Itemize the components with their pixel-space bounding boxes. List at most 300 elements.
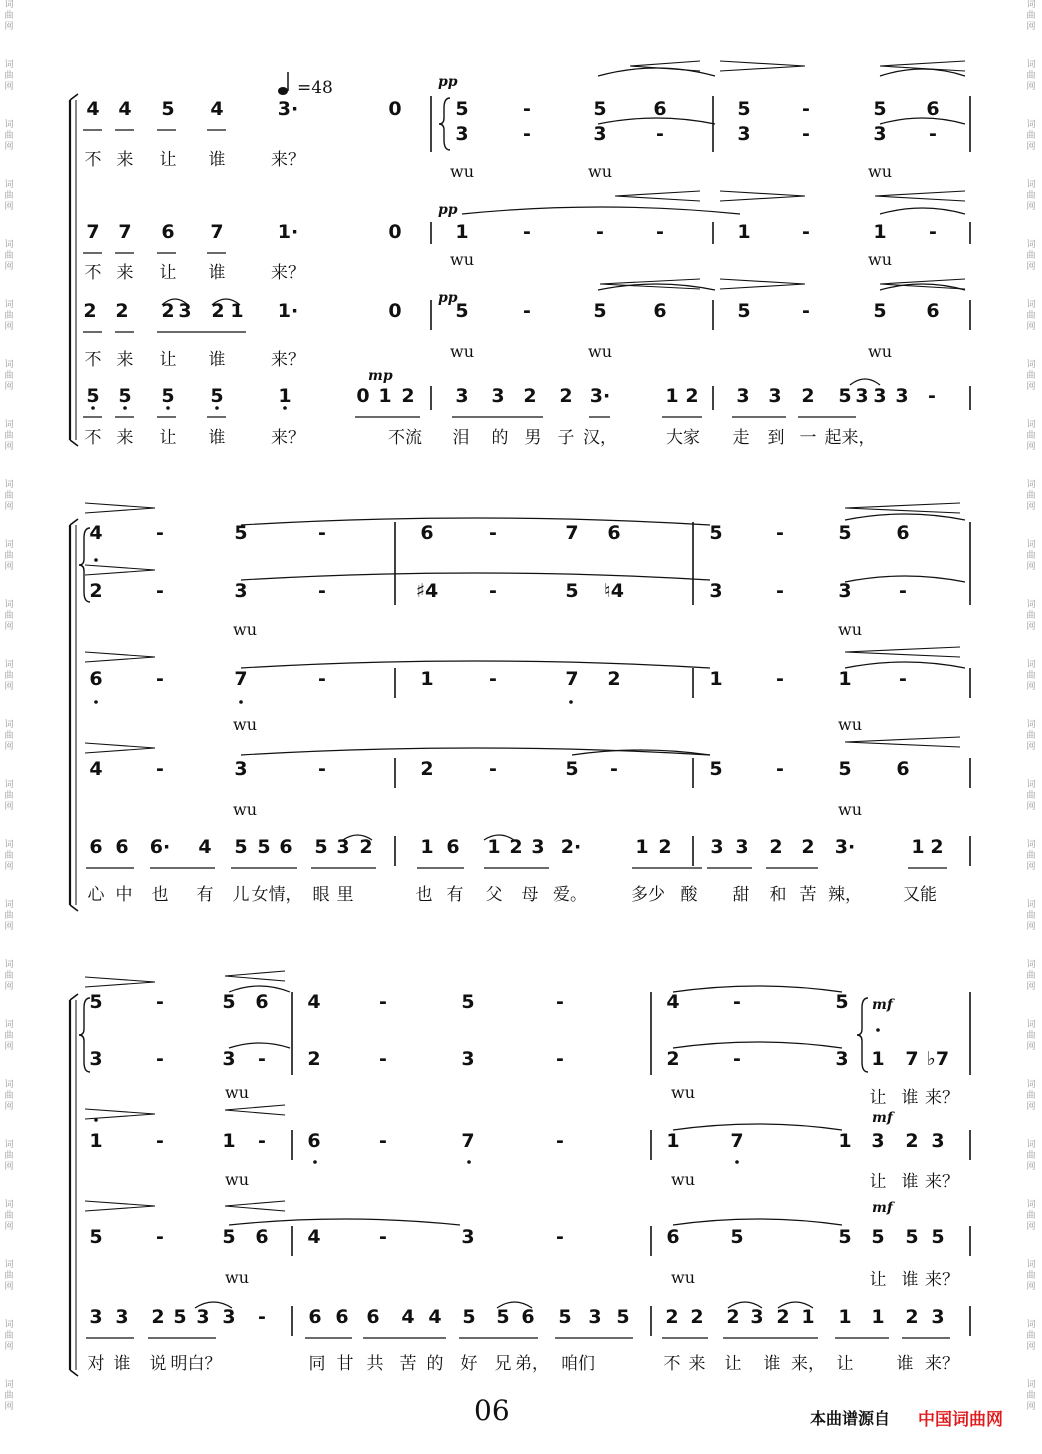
- note: -: [156, 580, 164, 602]
- note: -: [802, 98, 810, 120]
- site-name[interactable]: 中国词曲网: [918, 1410, 1003, 1430]
- note: 3: [196, 1306, 210, 1328]
- hairpin: [875, 196, 965, 201]
- syllable-wu: wu: [868, 250, 892, 269]
- note: 1: [838, 668, 852, 690]
- hairpin: [225, 971, 285, 976]
- note: 1: [911, 836, 925, 858]
- hairpin: [225, 1206, 285, 1211]
- note: 7: [730, 1130, 744, 1152]
- lyric: 又能: [903, 885, 937, 905]
- note: 1: [420, 668, 434, 690]
- watermark-text: 词 曲 网: [4, 1020, 14, 1052]
- bracket-hook: [70, 440, 78, 446]
- watermark-text: 词 曲 网: [4, 1140, 14, 1172]
- note: 5: [161, 98, 175, 120]
- note: -: [156, 1226, 164, 1248]
- note: 5: [730, 1226, 744, 1248]
- note: 2: [776, 1306, 790, 1328]
- bracket-hook: [70, 519, 78, 525]
- note: 1: [871, 1048, 885, 1070]
- note: -: [656, 221, 664, 243]
- note: 5: [210, 385, 224, 407]
- lyric: 让: [836, 1354, 854, 1374]
- note: 3: [750, 1306, 764, 1328]
- note: -: [899, 580, 907, 602]
- note: 3: [234, 758, 248, 780]
- note: -: [656, 123, 664, 145]
- lyric: 男: [524, 428, 542, 448]
- note: 4: [428, 1306, 442, 1328]
- lyric: 的: [491, 428, 509, 448]
- watermark-text: 词 曲 网: [4, 960, 14, 992]
- lyric: 来: [116, 428, 134, 448]
- note: ♭7: [926, 1048, 950, 1070]
- hairpin: [615, 191, 700, 196]
- note: 5: [89, 991, 103, 1013]
- note: 3·: [277, 98, 299, 120]
- note: 1: [871, 1306, 885, 1328]
- tempo-marking: =48: [297, 78, 333, 98]
- note: 4: [666, 991, 680, 1013]
- syllable-wu: wu: [838, 715, 862, 734]
- slur: [673, 1124, 842, 1130]
- note: 5: [455, 98, 469, 120]
- lyric: 弟，: [515, 1354, 549, 1374]
- watermark-text: 词 曲 网: [4, 420, 14, 452]
- note: 2: [905, 1306, 919, 1328]
- note: -: [156, 1130, 164, 1152]
- slur: [673, 1042, 842, 1048]
- note: 1: [873, 221, 887, 243]
- dynamic-pp: pp: [438, 202, 458, 218]
- note: -: [156, 991, 164, 1013]
- note: -: [156, 668, 164, 690]
- note: 5: [871, 1226, 885, 1248]
- note: 5: [838, 385, 852, 407]
- hairpin: [845, 508, 960, 513]
- lyric: 来: [116, 350, 134, 370]
- lyric: 一: [799, 428, 817, 448]
- note: 2: [658, 836, 672, 858]
- watermark-text: 词 曲 网: [4, 480, 14, 512]
- lyric: 苦: [399, 1354, 417, 1374]
- note: 5: [314, 836, 328, 858]
- note: 7: [461, 1130, 475, 1152]
- lyric: 酸: [680, 885, 698, 905]
- quarter-note-icon: [278, 87, 288, 95]
- note: 5: [565, 580, 579, 602]
- note: -: [802, 300, 810, 322]
- watermark-text: 词 曲 网: [4, 180, 14, 212]
- note: -: [523, 98, 531, 120]
- watermark-text: 词 曲 网: [4, 600, 14, 632]
- watermark-text: 词 曲 网: [1026, 720, 1036, 752]
- bracket-hook: [70, 1370, 78, 1376]
- hairpin: [85, 1114, 155, 1119]
- hairpin: [630, 61, 700, 66]
- note: 1: [665, 385, 679, 407]
- note: 4: [198, 836, 212, 858]
- note: 5: [455, 300, 469, 322]
- lyric: 谁: [901, 1270, 919, 1290]
- octave-dot: [467, 1160, 471, 1164]
- lyric: 同: [308, 1354, 326, 1374]
- note: 2: [801, 385, 815, 407]
- note: 3: [455, 385, 469, 407]
- lyric: 不: [84, 350, 102, 370]
- note: 4: [89, 758, 103, 780]
- note: 6: [926, 300, 940, 322]
- watermark-text: 词 曲 网: [1026, 1200, 1036, 1232]
- lyric: 苦: [799, 885, 817, 905]
- note: 1: [487, 836, 501, 858]
- watermark-text: 词 曲 网: [4, 0, 14, 32]
- hairpin: [85, 657, 155, 662]
- hairpin: [880, 66, 965, 71]
- hairpin: [845, 503, 960, 508]
- slur: [462, 207, 740, 214]
- watermark-text: 词 曲 网: [4, 1320, 14, 1352]
- note: 6: [366, 1306, 380, 1328]
- note: 3: [588, 1306, 602, 1328]
- hairpin: [225, 1105, 285, 1110]
- note: 3: [222, 1048, 236, 1070]
- slur: [673, 1219, 842, 1225]
- lyric: 的: [426, 1354, 444, 1374]
- note: 5: [838, 522, 852, 544]
- lyric: 让: [869, 1088, 887, 1108]
- hairpin: [85, 977, 155, 982]
- lyric: 也: [415, 885, 433, 905]
- hairpin: [85, 570, 155, 575]
- note: 3: [89, 1048, 103, 1070]
- syllable-wu: wu: [588, 342, 612, 361]
- note: 1: [838, 1130, 852, 1152]
- note: 3: [871, 1130, 885, 1152]
- note: 1·: [277, 300, 299, 322]
- lyric: 心: [87, 885, 105, 905]
- lyric: 来？: [925, 1270, 959, 1290]
- note: 2: [115, 300, 129, 322]
- dynamic-mf: mf: [872, 1200, 893, 1216]
- watermark-text: 词 曲 网: [4, 720, 14, 752]
- hairpin: [845, 647, 960, 652]
- note: 3: [89, 1306, 103, 1328]
- note: -: [489, 522, 497, 544]
- note: 2: [930, 836, 944, 858]
- note: -: [776, 522, 784, 544]
- note: 5: [86, 385, 100, 407]
- hairpin: [85, 508, 155, 513]
- lyric: 来？: [925, 1354, 959, 1374]
- note: 2: [665, 1306, 679, 1328]
- note: 0: [388, 300, 402, 322]
- lyric: 谁: [901, 1172, 919, 1192]
- lyric: 父: [485, 885, 503, 905]
- note: 7: [905, 1048, 919, 1070]
- syllable-wu: wu: [588, 162, 612, 181]
- lyric: 明白？: [170, 1354, 222, 1374]
- note: 6: [521, 1306, 535, 1328]
- note: 0: [388, 221, 402, 243]
- hairpin: [85, 743, 155, 748]
- lyric: 泪: [452, 428, 470, 448]
- note: 4: [86, 98, 100, 120]
- bracket-hook: [70, 994, 78, 1000]
- note: 7: [210, 221, 224, 243]
- watermark-text: 词 曲 网: [1026, 300, 1036, 332]
- lyric: 儿: [232, 885, 250, 905]
- note: -: [556, 991, 564, 1013]
- lyric: 甘: [336, 1354, 354, 1374]
- lyric: 不: [84, 263, 102, 283]
- note: -: [489, 758, 497, 780]
- note: -: [318, 580, 326, 602]
- lyric: 起来，: [824, 428, 876, 448]
- note: 1: [737, 221, 751, 243]
- lyric: 女情，: [251, 885, 303, 905]
- watermark-text: 词 曲 网: [1026, 1380, 1036, 1412]
- hairpin: [85, 982, 155, 987]
- lyric: 来？: [271, 350, 305, 370]
- note: 2: [161, 300, 175, 322]
- lyric: 谁: [208, 350, 226, 370]
- watermark-text: 词 曲 网: [1026, 660, 1036, 692]
- note: 6: [420, 522, 434, 544]
- note: 5: [835, 991, 849, 1013]
- dynamic-mp: mp: [368, 368, 393, 384]
- note: 2: [523, 385, 537, 407]
- hairpin: [85, 1206, 155, 1211]
- slur: [845, 514, 965, 520]
- syllable-wu: wu: [671, 1268, 695, 1287]
- slur: [241, 748, 710, 755]
- note: 6: [255, 991, 269, 1013]
- note: 2: [559, 385, 573, 407]
- note: 6: [607, 522, 621, 544]
- watermark-text: 词 曲 网: [4, 660, 14, 692]
- note: 2: [211, 300, 225, 322]
- octave-dot: [569, 700, 573, 704]
- note: 4: [307, 991, 321, 1013]
- lyric: 来？: [925, 1172, 959, 1192]
- slur: [241, 518, 710, 525]
- note: 2: [509, 836, 523, 858]
- note: 5: [496, 1306, 510, 1328]
- lyric: 有: [446, 885, 464, 905]
- note: 6: [89, 668, 103, 690]
- note: -: [733, 1048, 741, 1070]
- note: -: [523, 300, 531, 322]
- watermark-text: 词 曲 网: [1026, 840, 1036, 872]
- part-brace: [439, 98, 450, 150]
- note: 0: [356, 385, 370, 407]
- note: 2: [420, 758, 434, 780]
- note: 2: [89, 580, 103, 602]
- note: 2: [666, 1048, 680, 1070]
- note: -: [596, 221, 604, 243]
- note: -: [489, 580, 497, 602]
- note: 6: [89, 836, 103, 858]
- syllable-wu: wu: [233, 715, 257, 734]
- note: 5: [709, 758, 723, 780]
- note: 3: [931, 1306, 945, 1328]
- lyric: 谁: [208, 263, 226, 283]
- note: -: [776, 580, 784, 602]
- syllable-wu: wu: [671, 1170, 695, 1189]
- note: -: [379, 1048, 387, 1070]
- note: 2: [359, 836, 373, 858]
- note: -: [379, 1130, 387, 1152]
- watermark-text: 词 曲 网: [1026, 780, 1036, 812]
- slur: [880, 208, 965, 214]
- note: -: [610, 758, 618, 780]
- lyric: 来？: [271, 428, 305, 448]
- hairpin: [720, 279, 805, 284]
- note: 4: [210, 98, 224, 120]
- octave-dot: [876, 1028, 880, 1032]
- note: 7: [118, 221, 132, 243]
- note: 5: [616, 1306, 630, 1328]
- note: 5: [873, 98, 887, 120]
- note: 3: [736, 385, 750, 407]
- note: 3: [737, 123, 751, 145]
- watermark-text: 词 曲 网: [1026, 0, 1036, 32]
- note: -: [556, 1226, 564, 1248]
- note: 3: [461, 1226, 475, 1248]
- watermark-text: 词 曲 网: [1026, 1260, 1036, 1292]
- lyric: 辣，: [828, 885, 862, 905]
- octave-dot: [735, 1160, 739, 1164]
- note: 1·: [277, 221, 299, 243]
- lyric: 兄: [494, 1354, 512, 1374]
- note: 2: [905, 1130, 919, 1152]
- note: -: [802, 123, 810, 145]
- slur: [880, 118, 965, 124]
- note: -: [556, 1130, 564, 1152]
- note: 3: [115, 1306, 129, 1328]
- note: -: [776, 758, 784, 780]
- syllable-wu: wu: [838, 620, 862, 639]
- note: 5: [873, 300, 887, 322]
- note: 5: [234, 836, 248, 858]
- watermark-text: 词 曲 网: [4, 900, 14, 932]
- note: 3: [178, 300, 192, 322]
- lyric: 眼: [312, 885, 330, 905]
- note: 5: [257, 836, 271, 858]
- note: 3: [873, 123, 887, 145]
- note: 1: [230, 300, 244, 322]
- watermark-text: 词 曲 网: [4, 840, 14, 872]
- lyric: 多少: [631, 885, 665, 905]
- note: 7: [565, 522, 579, 544]
- note: -: [733, 991, 741, 1013]
- lyric: 共: [366, 1354, 384, 1374]
- note: 6: [308, 1306, 322, 1328]
- note: 4: [118, 98, 132, 120]
- note: 3·: [589, 385, 611, 407]
- lyric: 让: [159, 263, 177, 283]
- hairpin: [225, 1110, 285, 1115]
- lyric: 让: [869, 1172, 887, 1192]
- note: 4: [89, 522, 103, 544]
- watermark-text: 词 曲 网: [1026, 1320, 1036, 1352]
- lyric: 来？: [271, 263, 305, 283]
- slur: [673, 986, 842, 992]
- note: 6: [161, 221, 175, 243]
- note: 3: [895, 385, 909, 407]
- watermark-text: 词 曲 网: [4, 360, 14, 392]
- note: 6: [115, 836, 129, 858]
- note: 2: [726, 1306, 740, 1328]
- note: -: [318, 522, 326, 544]
- hairpin: [85, 652, 155, 657]
- note: -: [379, 1226, 387, 1248]
- note: 5: [461, 991, 475, 1013]
- lyric: 有: [196, 885, 214, 905]
- slur: [229, 1219, 460, 1225]
- lyric: 来？: [271, 150, 305, 170]
- watermark-text: 词 曲 网: [4, 780, 14, 812]
- hairpin: [880, 61, 965, 66]
- note: 5: [558, 1306, 572, 1328]
- note: 6·: [149, 836, 171, 858]
- note: 5: [838, 758, 852, 780]
- note: 6: [926, 98, 940, 120]
- note: -: [258, 1130, 266, 1152]
- note: 2: [607, 668, 621, 690]
- lyric: 谁: [208, 150, 226, 170]
- note: 4: [401, 1306, 415, 1328]
- note: 2: [151, 1306, 165, 1328]
- watermark-text: 词 曲 网: [1026, 900, 1036, 932]
- note: 3: [855, 385, 869, 407]
- note: 0: [388, 98, 402, 120]
- dynamic-mf: mf: [872, 1110, 893, 1126]
- note: 1: [709, 668, 723, 690]
- note: 4: [307, 1226, 321, 1248]
- dynamic-mf: mf: [872, 997, 893, 1013]
- lyric: 走: [732, 428, 750, 448]
- note: 3: [222, 1306, 236, 1328]
- note: 2: [769, 836, 783, 858]
- watermark-text: 词 曲 网: [4, 540, 14, 572]
- lyric: 谁: [763, 1354, 781, 1374]
- lyric: 爱。: [553, 885, 587, 905]
- slur: [598, 68, 715, 76]
- lyric: 不: [663, 1354, 681, 1374]
- lyric: 谁: [208, 428, 226, 448]
- note: -: [899, 668, 907, 690]
- note: 1: [801, 1306, 815, 1328]
- lyric: 子: [557, 428, 575, 448]
- source-label: 本曲谱源自: [810, 1409, 891, 1428]
- watermark-text: 词 曲 网: [1026, 180, 1036, 212]
- note: 2: [690, 1306, 704, 1328]
- note: 1: [838, 1306, 852, 1328]
- octave-dot: [239, 700, 243, 704]
- note: -: [929, 123, 937, 145]
- lyric: 好: [460, 1354, 478, 1374]
- lyric: 来，: [791, 1354, 825, 1374]
- watermark-text: 词 曲 网: [4, 60, 14, 92]
- dynamic-pp: pp: [438, 290, 458, 306]
- note: 3: [593, 123, 607, 145]
- note: 2·: [560, 836, 582, 858]
- hairpin: [720, 61, 805, 66]
- note: 3·: [834, 836, 856, 858]
